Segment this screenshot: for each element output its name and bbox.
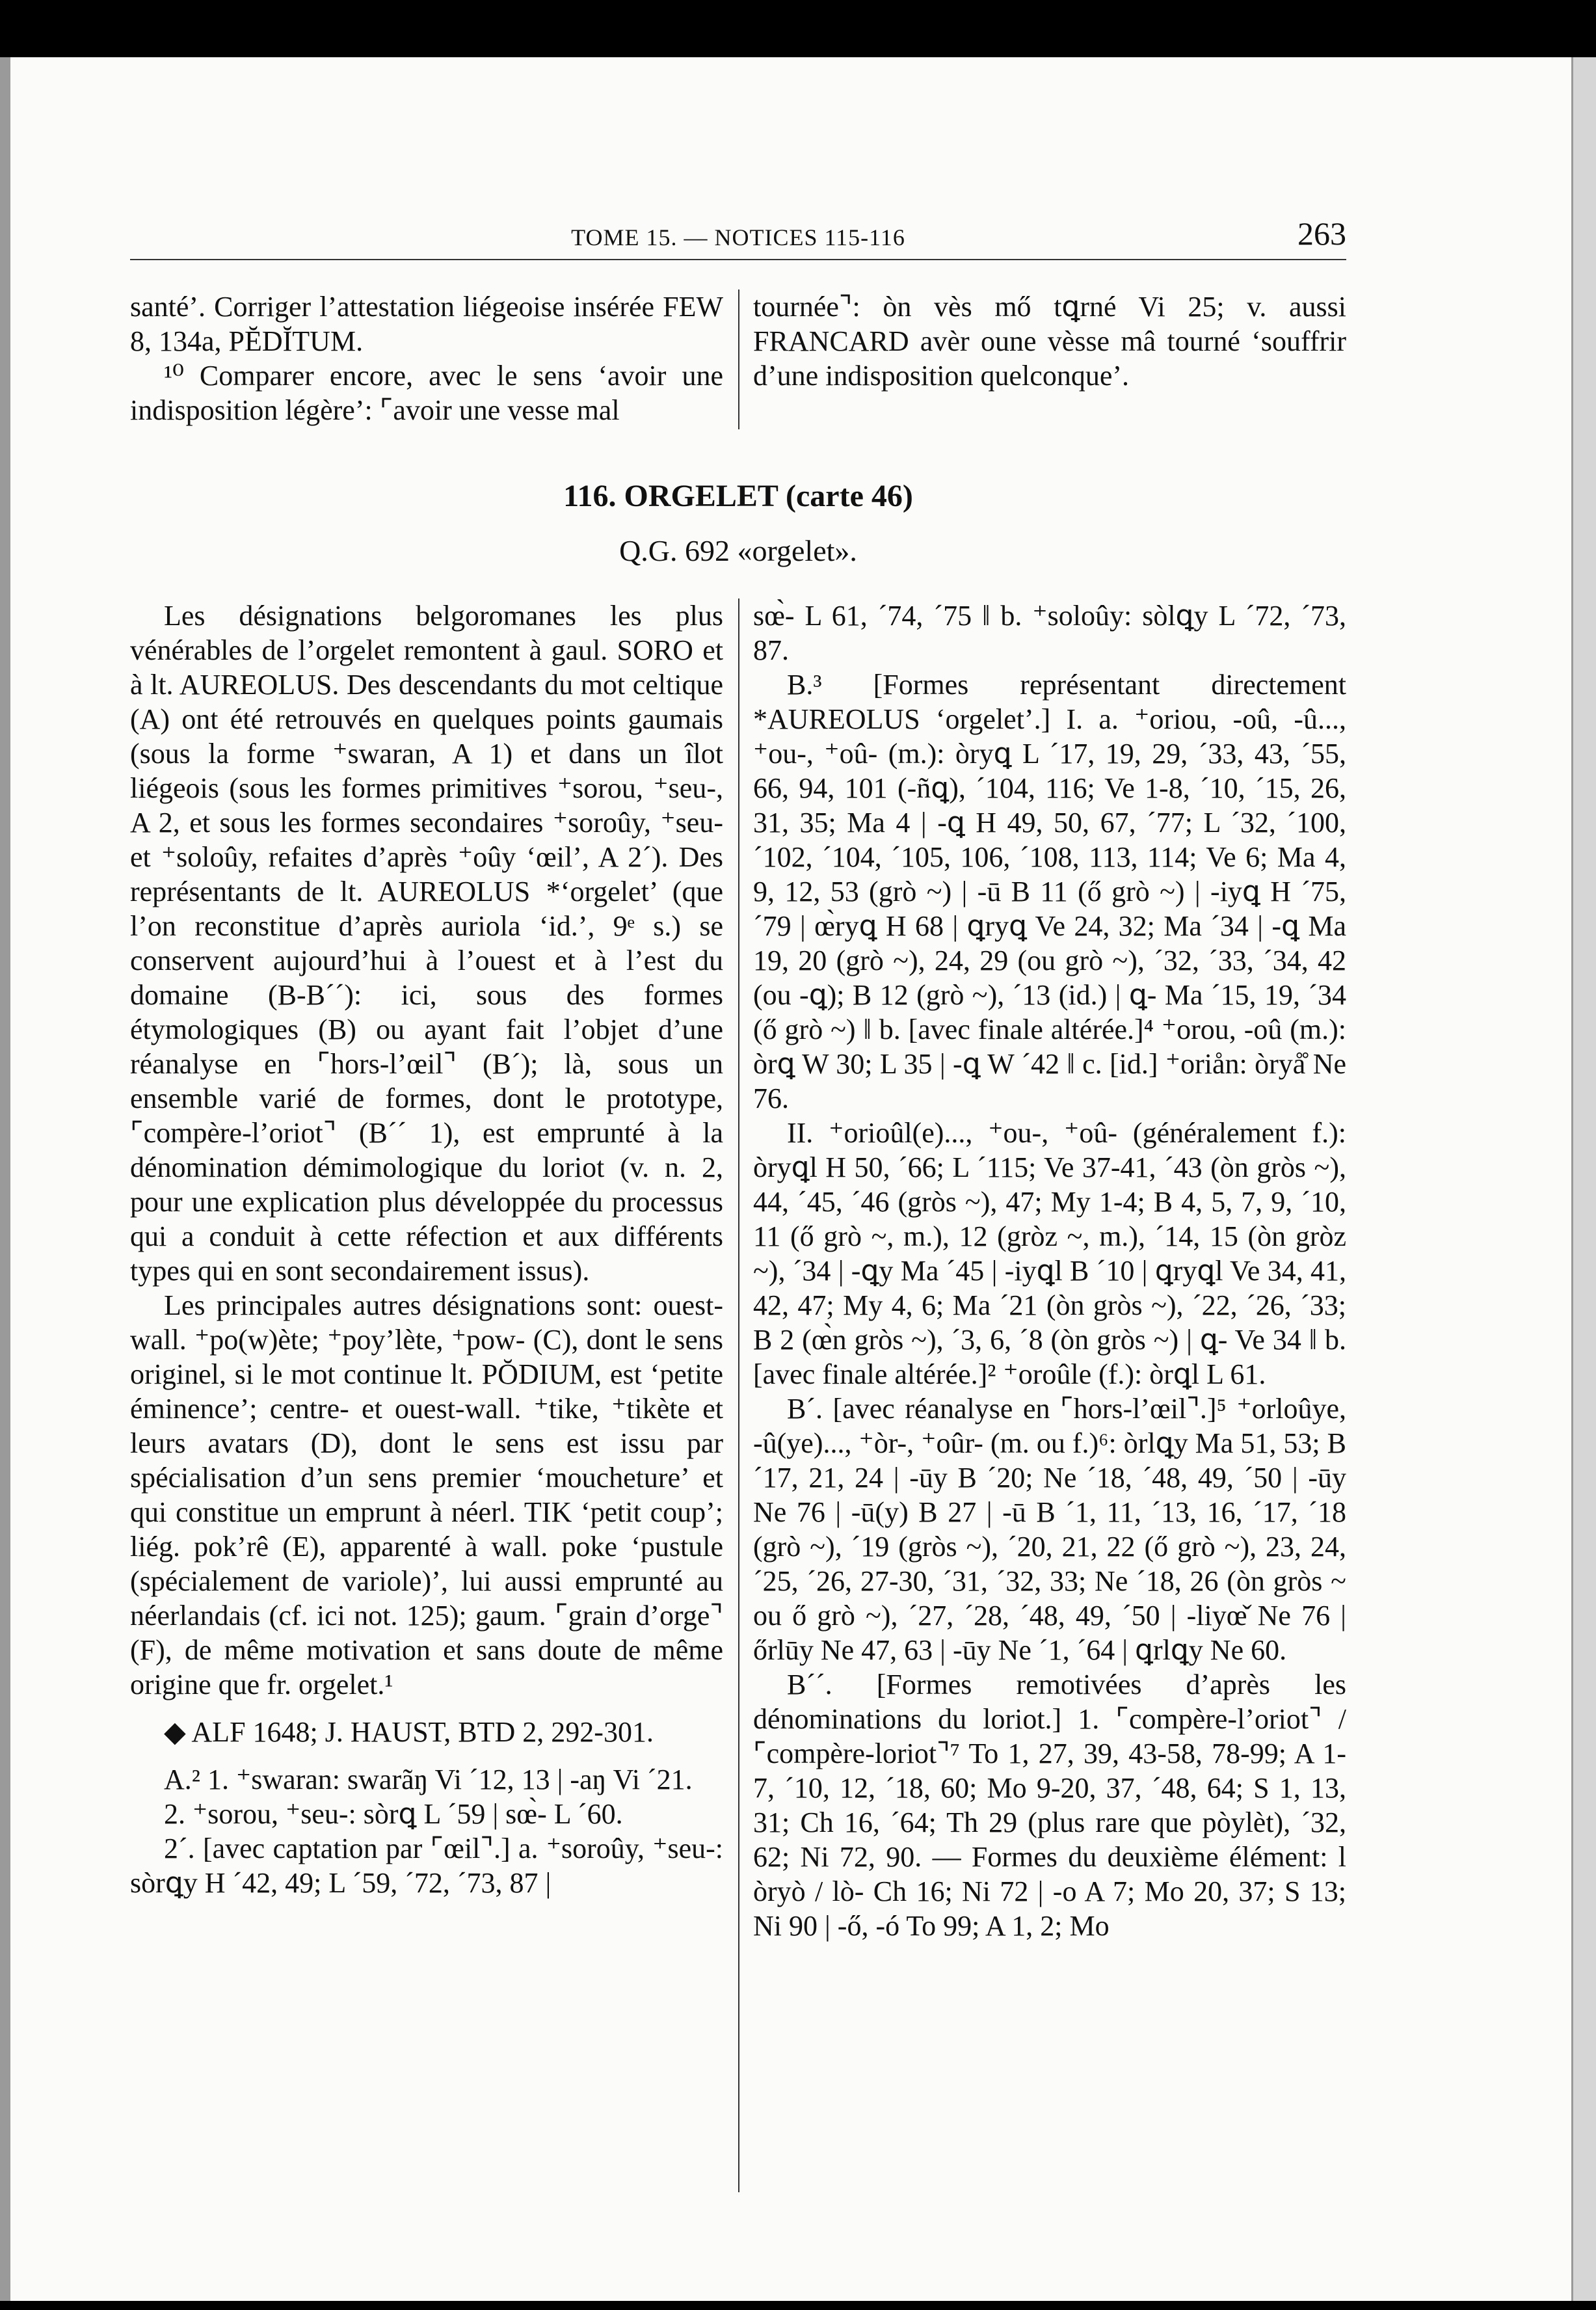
scan-top-border bbox=[0, 0, 1596, 57]
footnote-10: ¹⁰ Comparer encore, avec le sens ‘avoir une indisposition légère’: ⌜avoir une vesse mal bbox=[130, 360, 723, 426]
page-number: 263 bbox=[1297, 215, 1346, 252]
section-a2-prime: 2´. [avec captation par ⌜œil⌝.] a. ⁺soroûy, ⁺seu-: sòrꝗy H ´42, 49; L ´59, ´72, ´73, 87 | bbox=[130, 1833, 723, 1899]
body-left-column bbox=[130, 598, 723, 1900]
section-b-ii: II. ⁺orioûl(e)..., ⁺ou-, ⁺oû- (généralement f.): òryꝗl H 50, ´66; L ´115; Ve 37-41, ´43 (òn gròs ~), 44, ´45, ´46 (gròs ~), 47; My 1-4; B 4, 5, 7, 9, ´10, 11 (ő grò ~, m.), 12 (gròz ~, m.), ´14, 15 (òn gròz ~), ´34 | -ꝗy Ma ´45 | -iyꝗl B ´10 | ꝗryꝗl Ve 34, 41, 42, 47; My 4, 6; Ma ´21 (òn gròs ~), ´22, ´26, ´33; B 2 (œ̀n gròs ~), ´3, 6, ´8 (òn gròs ~) | ꝗ- Ve 34 ‖ b. [avec finale altérée.]² ⁺oroûle (f.): òrꝗl L 61. bbox=[753, 1117, 1346, 1390]
paragraph-other-designations: Les principales autres désignations sont: ouest-wall. ⁺po(w)ète; ⁺poy’lète, ⁺pow- (C), dont le sens originel, si le mot continue lt. PŎDIUM, est ‘petite éminence’; centre- et ouest-wall. ⁺tike, ⁺tikète et leurs avatars (D), dont le sens est issu par spécialisation d’un sens premier ‘moucheture’ et qui constitue un emprunt à néerl. TIK ‘petit coup’; liég. pok’rê (E), apparenté à wall. poke ‘pustule (spécialement de variole)’, lui aussi emprunté au néerlandais (cf. ici not. 125); gaum. ⌜grain d’orge⌝ (F), de même motivation et sans doute de même origine que fr. orgelet.¹ bbox=[130, 1289, 723, 1700]
top-right-column bbox=[753, 289, 1346, 393]
running-head: TOME 15. — NOTICES 115-116 bbox=[571, 224, 905, 250]
body-right-column bbox=[753, 598, 1346, 1943]
page-header bbox=[130, 215, 1346, 254]
header-rule bbox=[130, 259, 1346, 260]
section-a: A.² 1. ⁺swaran: swarãŋ Vi ´12, 13 | -aŋ Vi ´21. bbox=[164, 1764, 693, 1795]
section-b: B.³ [Formes représentant directement *AUREOLUS ‘orgelet’.] I. a. ⁺oriou, -oû, -û..., ⁺ou-, ⁺oû- (m.): òryꝗ L ´17, 19, 29, ´33, 43, ´55, 66, 94, 101 (-ñꝗ), ´104, 116; Ve 1-8, ´10, ´15, 26, 31, 35; Ma 4 | -ꝗ H 49, 50, 67, ´77; L ´32, ´100, ´102, ´104, ´105, 106, ´108, 113, 114; Ve 6; Ma 4, 9, 12, 53 (grò ~) | -ū B 11 (ő grò ~) | -iyꝗ H ´75, ´79 | œ̀ryꝗ H 68 | ꝗryꝗ Ve 24, 32; Ma ´34 | -ꝗ Ma 19, 20 (grò ~), 24, 29 (ou grò ~), ´32, ´33, ´34, 42 (ou -ꝗ); B 12 (grò ~), ´13 (id.) | ꝗ- Ma ´15, 19, ´34 (ő grò ~) ‖ b. [avec finale altérée.]⁴ ⁺orou, -oû (m.): òrꝗ W 30; L 35 | -ꝗ W ´42 ‖ c. [id.] ⁺oriån: òryå̊ Ne 76. bbox=[753, 669, 1346, 1114]
article-subtitle: Q.G. 692 «orgelet». bbox=[619, 534, 857, 567]
section-b-double-prime: B´´. [Formes remotivées d’après les dénominations du loriot.] 1. ⌜compère-l’oriot⌝ / ⌜compère-loriot⌝⁷ To 1, 27, 39, 43-58, 78-99; A 1-7, ´10, 12, ´18, 60; Mo 9-20, 37, ´48, 64; S 1, 13, 31; Ch 16, ´64; Th 29 (plus rare que pòylèt), ´32, 62; Ni 72, 90. — Formes du deuxième élément: l òryò / lò- Ch 16; Ni 72 | -o A 7; Mo 20, 37; S 13; Ni 90 | -ő, -ó To 99; A 1, 2; Mo bbox=[753, 1669, 1346, 1942]
scan-left-edge bbox=[0, 57, 10, 2301]
paragraph-intro: Les désignations belgoromanes les plus vénérables de l’orgelet remontent à gaul. SORO et à lt. AUREOLUS. Des descendants du mot celtique (A) ont été retrouvés en quelques points gaumais (sous la forme ⁺swaran, A 1) et dans un îlot liégeois (sous les formes primitives ⁺sorou, ⁺seu-, A 2, et sous les formes secondaires ⁺soroûy, ⁺seu- et ⁺soloûy, refaites d’après ⁺oûy ‘œil’, A 2´). Des représentants de lt. AUREOLUS *‘orgelet’ (que l’on reconstitue d’après auriola ‘id.’, 9ᵉ s.) se conservent aujourd’hui à l’ouest et à l’est du domaine (B-B´´): ici, sous des formes étymologiques (B) ou ayant fait l’objet d’une réanalyse en ⌜hors-l’œil⌝ (B´); là, sous un ensemble varié de formes, dont le prototype, ⌜compère-l’oriot⌝ (B´´ 1), est emprunté à la dénomination démimologique du loriot (v. n. 2, pour une explication plus développée du processus qui a conduit à cette réfection et aux différents types qui en sont secondairement issus). bbox=[130, 600, 723, 1287]
column-divider bbox=[738, 289, 739, 429]
references: ◆ ALF 1648; J. HAUST, BTD 2, 292-301. bbox=[164, 1716, 654, 1748]
section-a2: 2. ⁺sorou, ⁺seu-: sòrꝗ L ´59 | sœ̀- L ´60. bbox=[164, 1798, 623, 1830]
scan-bottom-border bbox=[0, 2301, 1596, 2310]
article-title: 116. ORGELET (carte 46) bbox=[563, 479, 913, 513]
top-left-column bbox=[130, 289, 723, 427]
column-divider bbox=[738, 598, 739, 2192]
section-b-prime: B´. [avec réanalyse en ⌜hors-l’œil⌝.]⁵ ⁺orloûye, -û(ye)..., ⁺òr-, ⁺oûr- (m. ou f.)⁶: òrlꝗy Ma 51, 53; B ´17, 21, 24 | -ūy B ´20; Ne ´18, ´48, 49, ´50 | -ūy Ne 76 | -ū(y) B 27 | -ū B ´1, 11, ´13, 16, ´17, ´18 (grò ~), ´19 (gròs ~), ´20, 21, 22 (ő grò ~), 23, 24, ´25, ´26, 27-30, ´31, ´32, 33; Ne ´18, 26 (òn gròs ~ ou ő grò ~), ´27, ´28, ´48, 49, ´50 | -liyœ̌ Ne 76 | őrlūy Ne 47, 63 | -ūy Ne ´1, ´64 | ꝗrlꝗy Ne 60. bbox=[753, 1393, 1346, 1666]
paragraph: santé’. Corriger l’attestation liégeoise insérée FEW 8, 134a, PĔDĬTUM. bbox=[130, 291, 723, 357]
paragraph-continued: sœ̀- L 61, ´74, ´75 ‖ b. ⁺soloûy: sòlꝗy L ´72, ´73, 87. bbox=[753, 600, 1346, 666]
paragraph: tournée⌝: òn vès mő tꝗrné Vi 25; v. aussi FRANCARD avèr oune vèsse mâ tourné ‘souffrir d’une indisposition quelconque’. bbox=[753, 291, 1346, 392]
